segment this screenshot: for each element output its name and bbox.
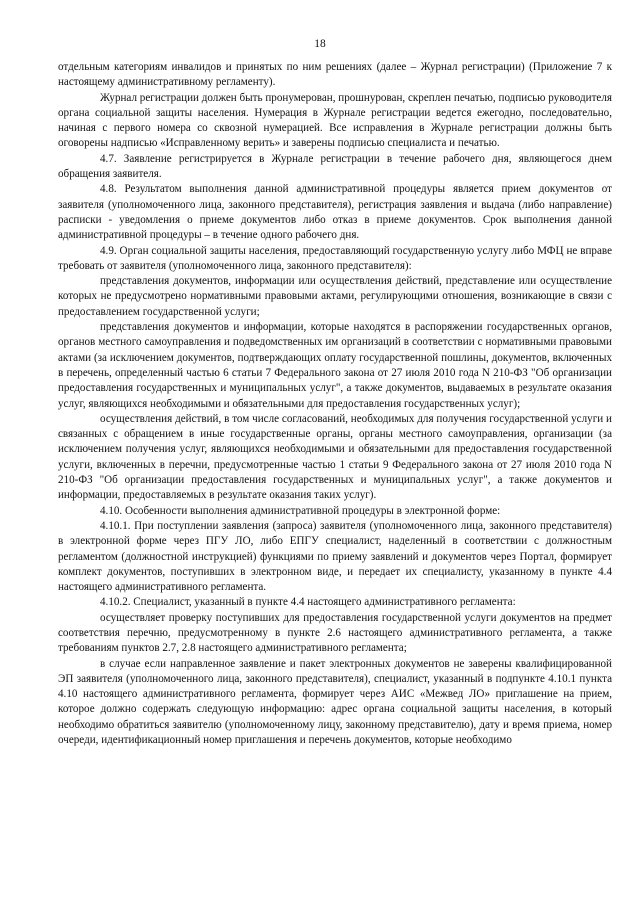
paragraph: представления документов, информации или осуществления действий, представление или осуществление которых не предусмотрено нормативными правовыми актами, регулирующими отношения, возникающие в связи с предоставлением государственной услуги; <box>58 275 612 318</box>
paragraph: 4.10.1. При поступлении заявления (запроса) заявителя (уполномоченного лица, законного представителя) в электронной форме через ПГУ ЛО, либо ЕПГУ специалист, наделенный в соответствии с должностным регламентом (должностной инструкцией) функциями по приему заявлений и документов через Портал, формирует комплект документов, поступивших в электронном виде, и передает их специалисту, указанному в пункте 4.4 настоящего административного регламента. <box>58 519 612 594</box>
paragraph: отдельным категориям инвалидов и принятых по ним решениях (далее – Журнал регистрации) (Приложение 7 к настоящему административному регламенту). <box>58 61 612 89</box>
paragraph: в случае если направленное заявление и пакет электронных документов не заверены квалифицированной ЭП заявителя (уполномоченного лица, законного представителя), специалист, указанный в подпункте 4.10.1 пункта 4.10 настоящего административного регламента, формирует через АИС «Межвед ЛО» приглашение на прием, которое должно содержать следующую информацию: адрес органа социальной защиты населения, в который необходимо обратиться заявителю (уполномоченному лицу, законному представителю), дату и время приема, номер очереди, идентификационный номер приглашения и перечень документов, которые необходимо <box>58 657 612 747</box>
paragraph: 4.7. Заявление регистрируется в Журнале регистрации в течение рабочего дня, являющегося днем обращения заявителя. <box>58 152 612 181</box>
paragraph: осуществляет проверку поступивших для предоставления государственной услуги документов на предмет соответствия перечню, предусмотренному в пункте 2.6 настоящего административного регламента, а также требованиям пунктов 2.7, 2.8 настоящего административного регламента; <box>58 611 612 655</box>
paragraph: Журнал регистрации должен быть пронумерован, прошнурован, скреплен печатью, подписью руководителя органа социальной защиты населения. Нумерация в Журнале регистрации ведется ежегодно, последовательно, начиная с первого номера со сквозной нумерацией. Все исправления в Журнале регистрации должны быть оговорены надписью «Исправленному верить» и заверены подписью специалиста и печатью. <box>58 91 612 150</box>
paragraph: осуществления действий, в том числе согласований, необходимых для получения государственной услуги и связанных с обращением в иные государственные органы, органы местного самоуправления, организации (за исключением получения услуг, являющихся необходимыми и обязательными для предоставления государственной услуги, включенных в перечни, предусмотренные частью 1 статьи 9 Федерального закона от 27 июля 2010 года N 210-ФЗ "Об организации предоставления государственных и муниципальных услуг", а также документов и информации, предоставляемых в результате оказания таких услуг). <box>58 412 612 502</box>
document-body <box>58 60 612 748</box>
paragraph: представления документов и информации, которые находятся в распоряжении государственных органов, органов местного самоуправления и подведомственных им организаций в соответствии с нормативными правовыми актами (за исключением документов, подтверждающих оплату государственной пошлины, документов, включенных в перечень, определенный частью 6 статьи 7 Федерального закона от 27 июля 2010 года N 210-ФЗ "Об организации предоставления государственных и муниципальных услуг", а также документов, выдаваемых в результате оказания услуг, являющихся необходимыми и обязательными для предоставления государственных услуг); <box>58 321 612 410</box>
paragraph: 4.10.2. Специалист, указанный в пункте 4.4 настоящего административного регламента: <box>100 596 516 609</box>
paragraph: 4.9. Орган социальной защиты населения, предоставляющий государственную услугу либо МФЦ не вправе требовать от заявителя (уполномоченного лица, законного представителя): <box>58 244 612 272</box>
page-number: 18 <box>314 38 326 50</box>
paragraph: 4.8. Результатом выполнения данной административной процедуры является прием документов от заявителя (уполномоченного лица, законного представителя), регистрация заявления и выдача (либо направление) расписки - уведомления о приеме документов либо отказ в приеме документов. Срок выполнения данной административной процедуры – в течение одного рабочего дня. <box>58 183 612 242</box>
paragraph: 4.10. Особенности выполнения административной процедуры в электронной форме: <box>100 504 501 517</box>
